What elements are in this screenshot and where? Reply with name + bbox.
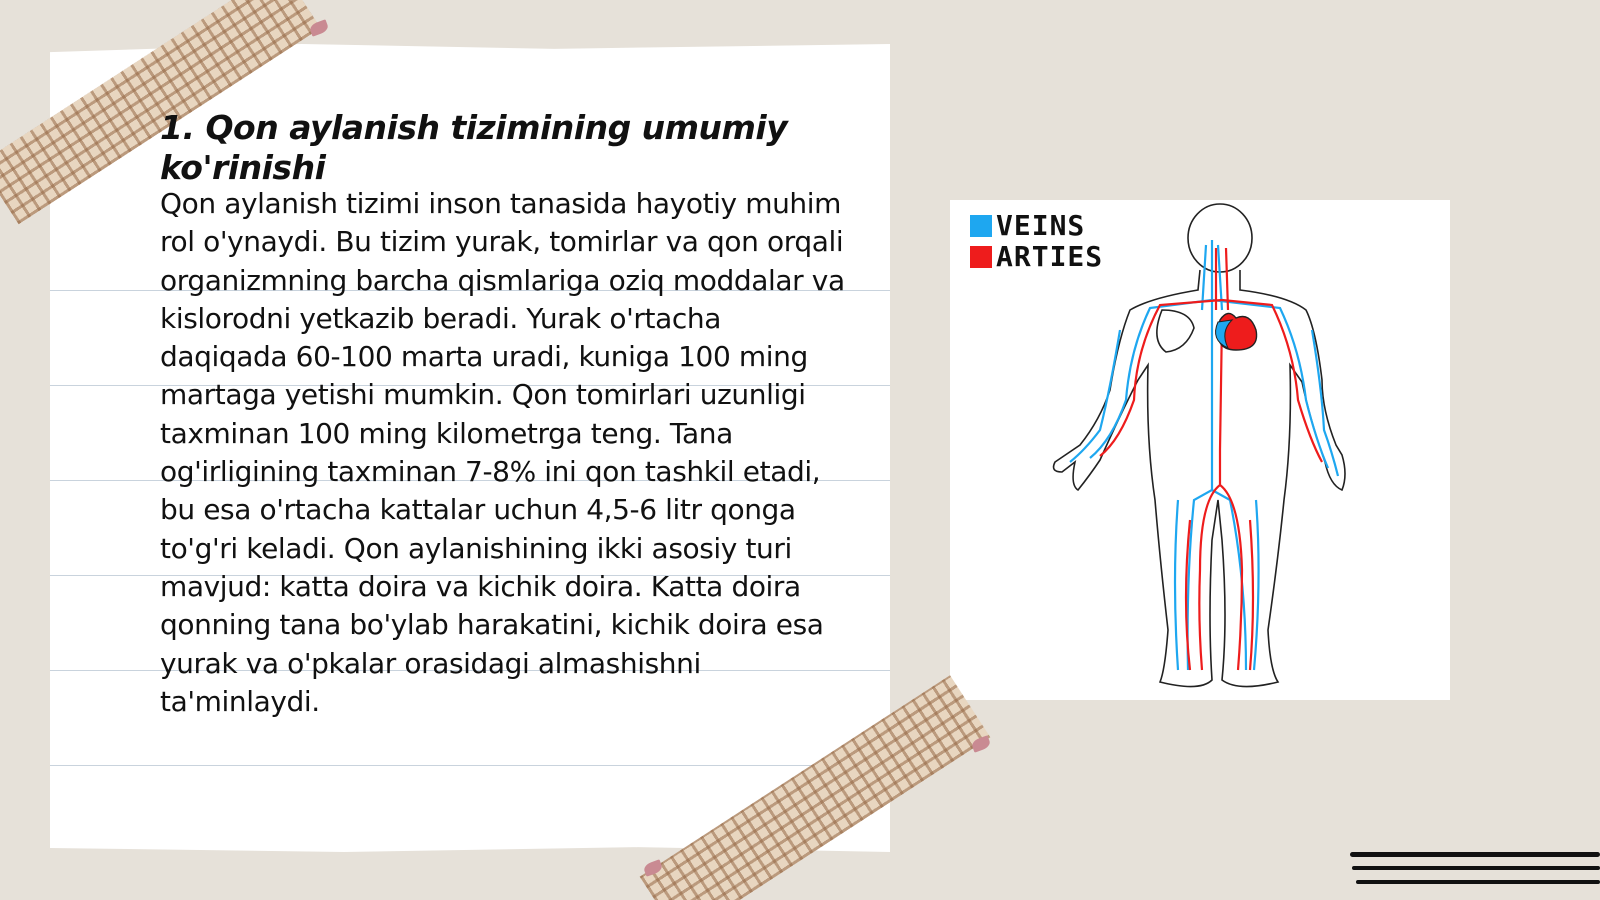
legend-swatch-veins: [970, 215, 992, 237]
figure-legend: [970, 210, 1103, 272]
slide-body-text: Qon aylanish tizimi inson tanasida hayotiy muhim rol o'ynaydi. Bu tizim yurak, tomirlar va qon orqali organizmning barcha qismlariga oziq moddalar va kislorodni yetkazib beradi. Yurak o'rtacha daqiqada 60-100 marta uradi, kuniga 100 ming martaga yetishi mumkin. Qon tomirlari uzunligi taxminan 100 ming kilometrga teng. Tana og'irligining taxminan 7-8% ini qon tashkil etadi, bu esa o'rtacha kattalar uchun 4,5-6 litr qonga to'g'ri keladi. Qon aylanishining ikki asosiy turi mavjud: katta doira va kichik doira. Katta doira qonning tana bo'ylab harakatini, kichik doira esa yurak va o'pkalar orasidagi almashishni ta'minlaydi.: [160, 187, 845, 718]
legend-label-arteries: ARTIES: [996, 240, 1104, 273]
decorative-line: [1356, 880, 1600, 884]
circulatory-system-figure: [950, 200, 1450, 700]
legend-swatch-arteries: [970, 246, 992, 268]
decorative-line: [1352, 866, 1600, 870]
heart-graphic: [1216, 313, 1257, 350]
legend-item-veins: [970, 210, 1103, 241]
legend-item-arteries: [970, 241, 1103, 272]
body-diagram: [950, 200, 1450, 700]
decorative-line: [1350, 852, 1600, 857]
slide-title: 1. Qon aylanish tizimining umumiy ko'rinishi: [160, 108, 788, 187]
legend-label-veins: VEINS: [996, 209, 1086, 242]
ruled-line: [50, 765, 890, 766]
